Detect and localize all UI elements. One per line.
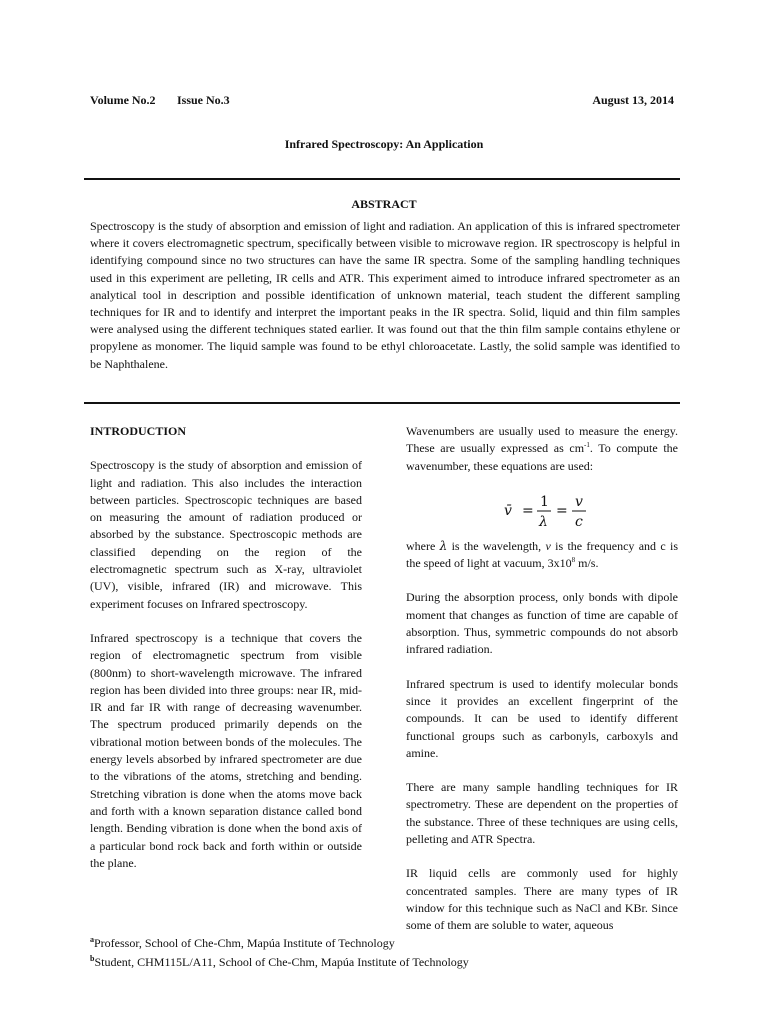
equation-denominator-2: c bbox=[575, 513, 583, 530]
introduction-paragraph-2: Infrared spectroscopy is a technique that covers the region of electromagnetic spectrum from visible (800nm) to short-wavelength microwave. The infrared region has been divided into three groups: near IR, mid-IR and far IR with range of decreasing wavenumber. The spectrum produced primarily depends on the vibrational motion between bonds of the molecules. The energy levels absorbed by infrared spectrometer are due to the vibrations of the atoms, stretching and bending. Stretching vibration is done when the atoms move back and forth with a known separation distance called bond length. Bending vibration is done when the bond axis of a particular bond rock back and forth within or outside the plane. bbox=[90, 630, 362, 870]
equation-denominator-1: λ bbox=[539, 513, 548, 530]
absorption-paragraph: During the absorption process, only bonds with dipole moment that changes as function of time are capable of absorption. Thus, symmetric compounds do not absorb infrared radiation. bbox=[406, 590, 678, 657]
liquid-cells-paragraph: IR liquid cells are commonly used for highly concentrated samples. There are many types of IR window for this technique such as NaCl and KBr. Since some of them are soluble to water, aqueous bbox=[406, 866, 678, 933]
abstract-divider bbox=[84, 402, 680, 404]
spectrum-paragraph: Infrared spectrum is used to identify molecular bonds since it provides an excellent fingerprint of the compounds. It can be used to identify different functional groups such as carbonyls, carboxyls and amine. bbox=[406, 676, 678, 760]
introduction-paragraph-1: Spectroscopy is the study of absorption and emission of light and radiation. This also includes the interaction between particles. Spectroscopic techniques are based on measuring the amount of radiation produced or absorbed by the substance. Spectroscopic methods are classified depending on the region of the electromagnetic spectrum such as X-ray, ultraviolet (UV), visible, infrared (IR) and microwave. This experiment focuses on Infrared spectroscopy. bbox=[90, 458, 362, 611]
publication-date: August 13, 2014 bbox=[592, 93, 674, 107]
unit-exponent: -1 bbox=[584, 441, 590, 450]
paper-title: Infrared Spectroscopy: An Application bbox=[284, 137, 484, 151]
left-column bbox=[90, 423, 362, 889]
wavelength-definition-paragraph: where λ is the wavelength, v is the frequency and c is the speed of light at vacuum, $3x10^8$ m/s. bbox=[406, 538, 678, 571]
footnote-professor: $^a$Professor, School of Che-Chm, Mapúa Institute of Technology bbox=[90, 935, 395, 950]
techniques-paragraph: There are many sample handling techniques for IR spectrometry. These are dependent on the properties of the substance. Three of these techniques are using cells, pelleting and ATR Spectra. bbox=[406, 780, 678, 847]
equation-numerator-2: v bbox=[575, 493, 583, 510]
footnote-student: $^b$Student, CHM115L/A11, School of Che-Chm, Mapúa Institute of Technology bbox=[90, 954, 469, 969]
journal-header bbox=[90, 93, 674, 111]
equation-lhs: v̄ bbox=[504, 502, 512, 519]
right-column bbox=[406, 423, 678, 952]
issue-label: Issue No.3 bbox=[177, 93, 230, 107]
equation-graphic bbox=[502, 488, 592, 532]
footnotes bbox=[90, 932, 690, 970]
speed-exponent: 8 bbox=[571, 556, 576, 565]
wavenumber-equation bbox=[406, 488, 678, 532]
volume-label: Volume No.2 bbox=[90, 93, 156, 107]
equation-equals-2: = bbox=[556, 502, 568, 519]
wavenumber-paragraph: Wavenumbers are usually used to measure the energy. These are usually expressed as $cm^{-1}$. To compute the wavenumber, these equations are used: bbox=[406, 424, 678, 473]
equation-numerator-1: 1 bbox=[540, 493, 549, 510]
abstract-heading: ABSTRACT bbox=[351, 197, 417, 211]
top-divider bbox=[84, 178, 680, 180]
equation-equals-1: = bbox=[522, 502, 534, 519]
abstract-body: Spectroscopy is the study of absorption and emission of light and radiation. An application of this is infrared spectrometer where it covers electromagnetic spectrum, specifically between visible to microwave region. IR spectroscopy is helpful in identifying compound since no two structures can have the same IR spectra. Some of the sampling handling techniques used in this experiment are pelleting, IR cells and ATR. This experiment aimed to introduce infrared spectrometer as an analytical tool in description and possible identification of unknown material, teach student the different sampling techniques for IR and to identify and interpret the important peaks in the IR spectra. Solid, liquid and thin film samples were analysed using the different techniques stated earlier. It was found out that the thin film sample contains ethylene or propylene as monomer. The liquid sample was found to be ethyl chloroacetate. Lastly, the solid sample was identified to be Naphthalene. bbox=[90, 219, 680, 371]
introduction-heading: INTRODUCTION bbox=[90, 424, 187, 438]
